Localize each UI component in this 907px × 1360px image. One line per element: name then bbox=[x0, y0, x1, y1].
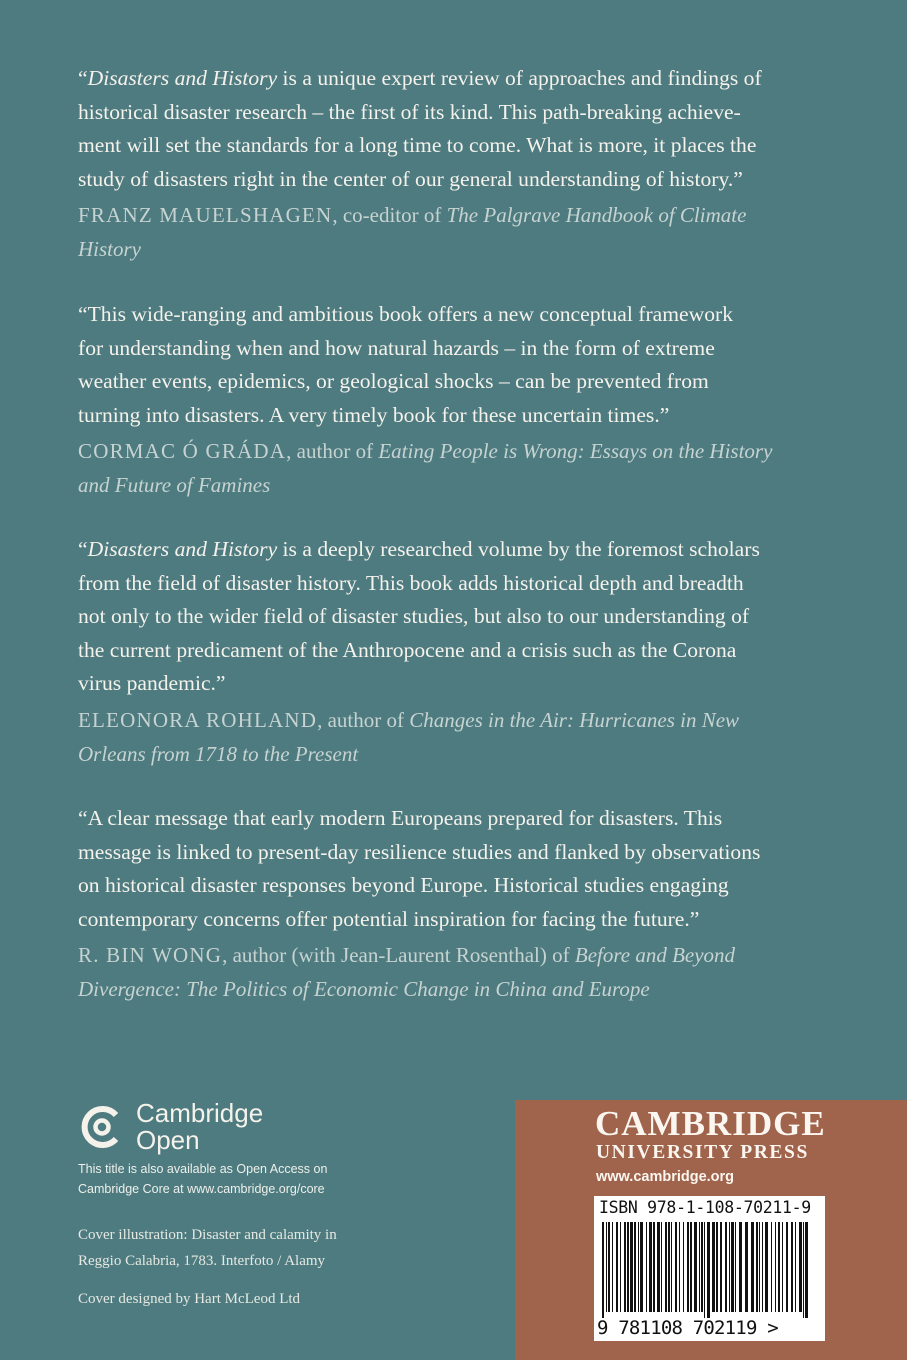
endorser-name: ELEONORA ROHLAND bbox=[78, 707, 318, 732]
endorsement-attribution: FRANZ MAUELSHAGEN, co-editor of The Palgrave Handbook of Climate History bbox=[78, 203, 747, 262]
endorsement-4 bbox=[78, 802, 760, 1006]
publisher-url: www.cambridge.org bbox=[596, 1169, 735, 1185]
illustration-credit: Reggio Calabria, 1783. Interfoto / Alamy bbox=[78, 1253, 326, 1269]
endorser-name: R. BIN WONG bbox=[78, 943, 223, 968]
cambridge-open-logo-icon bbox=[78, 1103, 126, 1151]
endorser-name: CORMAC Ó GRÁDA bbox=[78, 439, 287, 464]
open-access-note: This title is also available as Open Access on Cambridge Core at www.cambridge.org/core bbox=[78, 1162, 328, 1196]
endorsement-2 bbox=[78, 298, 772, 502]
endorsement-attribution: CORMAC Ó GRÁDA, author of Eating People is Wrong: Essays on the History and Future of Famines bbox=[78, 439, 773, 498]
endorsement-attribution: R. BIN WONG, author (with Jean-Laurent Rosenthal) of Before and Beyond Divergence: The Politics of Economic Change in China and Europe bbox=[78, 943, 736, 1002]
endorsement-quote: “This wide-ranging and ambitious book offers a new conceptual framework for understanding when and how natural hazards – in the form of extreme weather events, epidemics, or geological shocks – can be prevented from turning into disasters. A very timely book for these uncertain times.” bbox=[78, 302, 734, 427]
barcode-bars bbox=[602, 1222, 814, 1320]
endorsement-attribution: ELEONORA ROHLAND, author of Changes in the Air: Hurricanes in New Orleans from 1718 to the Present bbox=[78, 707, 740, 766]
endorsement-1 bbox=[78, 62, 762, 266]
endorsement-quote: “A clear message that early modern Europeans prepared for disasters. This message is linked to present-day resilience studies and flanked by observations on historical disaster responses beyond Europe. Historical studies engaging contemporary concerns offer potential inspiration for facing the future.” bbox=[78, 806, 761, 931]
endorsement-quote: “Disasters and History is a unique expert review of approaches and findings of historical disaster research – the first of its kind. This path-breaking achieve- ment will set the standards for a long time to come. What is more, it places the study of disasters right in the center of our general understanding of history.” bbox=[78, 66, 762, 191]
cover-credits bbox=[78, 1222, 418, 1312]
cambridge-open-wordmark: Cambridge Open bbox=[136, 1098, 264, 1155]
isbn-label: ISBN 978-1-108-70211-9 bbox=[599, 1198, 811, 1217]
endorsement-3 bbox=[78, 533, 760, 771]
endorser-name: FRANZ MAUELSHAGEN bbox=[78, 203, 333, 228]
publisher-name: CAMBRIDGE bbox=[595, 1104, 826, 1143]
isbn-digits: 9 781108 702119 > bbox=[597, 1317, 778, 1339]
illustration-credit: Cover illustration: Disaster and calamity in bbox=[78, 1227, 337, 1243]
publisher-subtitle: UNIVERSITY PRESS bbox=[596, 1142, 809, 1163]
publisher-box bbox=[515, 1100, 907, 1360]
isbn-barcode bbox=[594, 1196, 825, 1341]
cambridge-open-logo bbox=[78, 1100, 263, 1154]
endorsement-quote: “Disasters and History is a deeply researched volume by the foremost scholars from the field of disaster history. This book adds historical depth and breadth not only to the wider field of disaster studies, but also to our understanding of the current predicament of the Anthropocene and a crisis such as the Corona virus pandemic.” bbox=[78, 537, 760, 696]
designer-credit: Cover designed by Hart McLeod Ltd bbox=[78, 1291, 301, 1307]
